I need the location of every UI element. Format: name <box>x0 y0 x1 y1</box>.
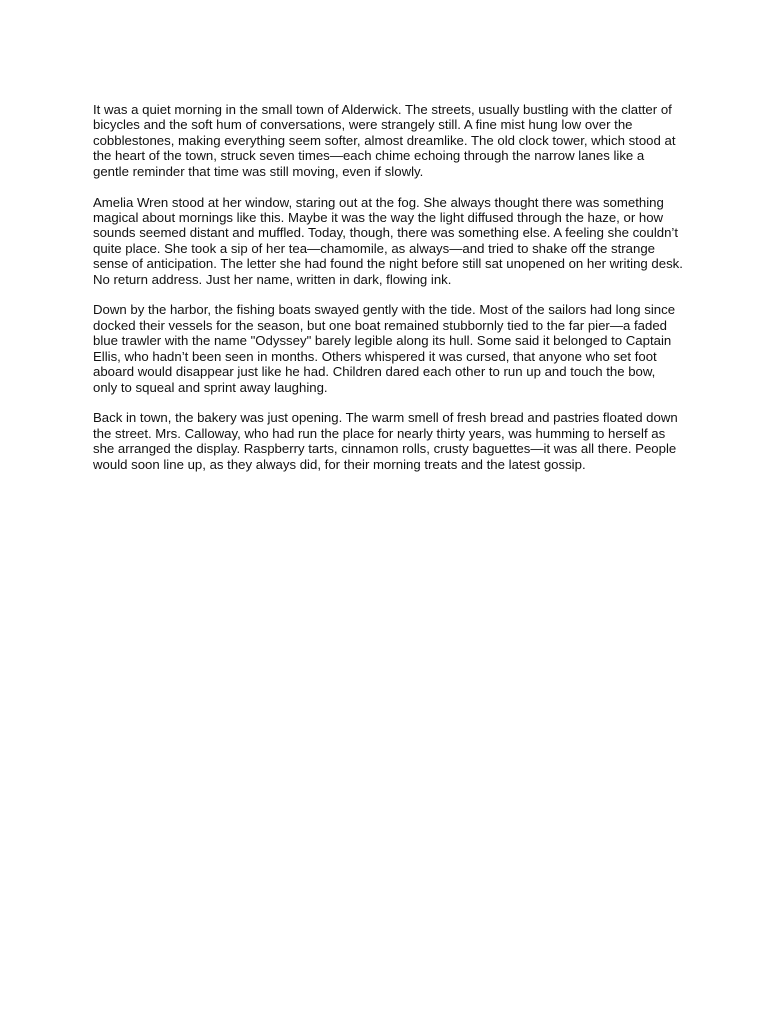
paragraph-2: Amelia Wren stood at her window, staring out at the fog. She always thought there was something magical about mornings like this. Maybe it was the way the light diffused through the haze, or how sounds seemed distant and muffled. Today, though, there was something else. A feeling she couldn’t quite place. She took a sip of her tea—chamomile, as always—and tried to shake off the strange sense of anticipation. The letter she had found the night before still sat unopened on her writing desk. No return address. Just her name, written in dark, flowing ink. <box>93 194 683 287</box>
document-body <box>93 102 683 488</box>
paragraph-3: Down by the harbor, the fishing boats swayed gently with the tide. Most of the sailors had long since docked their vessels for the season, but one boat remained stubbornly tied to the far pier—a faded blue trawler with the name "Odyssey" barely legible along its hull. Some said it belonged to Captain Ellis, who hadn’t been seen in months. Others whispered it was cursed, that anyone who set foot aboard would disappear just like he had. Children dared each other to run up and touch the bow, only to squeal and sprint away laughing. <box>93 302 676 395</box>
paragraph-1: It was a quiet morning in the small town of Alderwick. The streets, usually bustling with the clatter of bicycles and the soft hum of conversations, were strangely still. A fine mist hung low over the cobblestones, making everything seem softer, almost dreamlike. The old clock tower, which stood at the heart of the town, struck seven times—each chime echoing through the narrow lanes like a gentle reminder that time was still moving, even if slowly. <box>93 102 676 179</box>
paragraph-4: Back in town, the bakery was just opening. The warm smell of fresh bread and pastries floated down the street. Mrs. Calloway, who had run the place for nearly thirty years, was humming to herself as she arranged the display. Raspberry tarts, cinnamon rolls, crusty baguettes—it was all there. People would soon line up, as they always did, for their morning treats and the latest gossip. <box>93 410 678 472</box>
